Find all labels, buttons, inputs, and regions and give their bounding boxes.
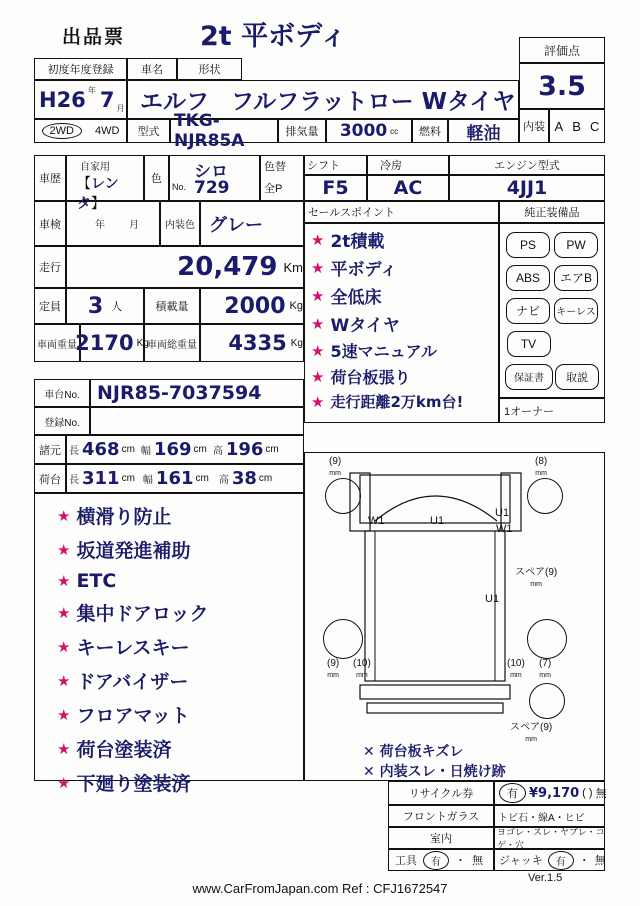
record-no-label: 登録No. [34,407,90,435]
tire-rear-right-outer [527,619,567,659]
score-label-box: 評価点 [519,37,605,63]
color-label: 色 [144,155,169,201]
tools-no[interactable]: 無 [472,855,483,867]
star-icon: ★ [57,573,71,590]
tire-rear-left-outer [323,619,363,659]
chassis-no-value: NJR85-7037594 [90,379,304,407]
shape-label: 形状 [177,58,242,80]
interior-color-label: 内装色 [160,201,200,246]
star-icon: ★ [57,740,71,758]
load-label: 積載量 [144,288,200,324]
headline-handwriting: 2t 平ボディ [200,20,347,52]
label-u1-right: U1 [495,507,510,519]
equipment-list [499,223,605,398]
interior-color-value: グレー [200,201,304,246]
jack-cell: ジャッキ 有 ・ 無 [494,849,605,871]
jack-yes[interactable]: 有 [548,851,574,870]
shift-label: シフト [304,155,367,175]
spare-label-bottom: スペア(9) mm [510,722,553,743]
star-icon: ★ [57,638,71,656]
gross-weight-value: 4335 Kg [200,324,304,362]
features-list: ★ 横滑り防止 ★ 坂道発進補助 ★ ETC ★ 集中ドアロック ★ キーレスキー ★ ドアバイザー ★ フロアマット ★ 荷台塗装済 ★ 下廻り塗装済 [34,493,304,781]
gross-weight-label: 車両総重量 [144,324,200,362]
star-icon: ★ [57,541,71,559]
shift-value: F5 [304,175,367,201]
equipment-tv[interactable]: TV [507,331,551,357]
interior-grade-b[interactable]: B [572,118,581,134]
capacity-value: 3 人 [66,288,144,324]
star-icon: ★ [311,342,325,360]
bed-dimensions-values: 長 311 cm 幅 161 cm 高 38 cm [66,464,304,493]
label-w1-left: W1 [368,515,385,527]
tire-front-right [527,478,563,514]
load-value: 2000 Kg [200,288,304,324]
equipment-ps[interactable]: PS [506,232,550,258]
capacity-label: 定員 [34,288,66,324]
equipment-warranty[interactable]: 保証書 [505,364,553,390]
vehicle-diagram [304,452,605,781]
damage-note-1: ✕ 荷台板キズレ [363,744,464,760]
star-icon: ★ [57,672,71,690]
registration-value: H26 年 7 月 [34,80,127,119]
score-value-box: 3.5 [519,63,605,109]
star-icon: ★ [311,393,325,411]
car-name-label: 車名 [127,58,177,80]
fuel-label: 燃料 [412,119,448,143]
tools-yes[interactable]: 有 [423,851,449,870]
version-label: Ver.1.5 [528,872,563,884]
star-icon: ★ [57,604,71,622]
tire-label-bottom-2: (10) mm [353,658,371,679]
cabin-label: 室内 [388,827,494,849]
color-change-cell: 色替 全P [260,155,304,201]
footer-watermark: www.CarFromJapan.com Ref : CFJ1672547 [192,881,448,896]
tire-label-top-right: (8) mm [535,456,548,477]
tire-label-bottom-4: (7) mm [539,658,552,679]
ac-label: 冷房 [367,155,449,175]
displacement-label: 排気量 [278,119,326,143]
recycle-yes[interactable]: 有 [499,783,526,803]
owner-note: 1オーナー [499,398,605,423]
bed-dimensions-label: 荷台 [34,464,66,493]
star-icon: ★ [57,507,71,525]
history-label: 車歴 [34,155,66,201]
windshield-value: トビ石・線A・ヒビ [494,805,605,827]
equipment-pw[interactable]: PW [554,232,598,258]
label-u1-mid: U1 [485,593,500,605]
recycle-value: 有 ¥9,170 ( ) 無 [494,781,605,805]
mileage-value: 20,479 Km [66,246,304,288]
equipment-navi[interactable]: ナビ [506,298,550,324]
model-code-label: 型式 [127,119,170,143]
tools-label: 工具 有 ・ 無 [388,849,494,871]
vehicle-weight-value: 2170 Kg [80,324,144,362]
equipment-abs[interactable]: ABS [506,265,550,291]
equipment-manual[interactable]: 取説 [555,364,599,390]
star-icon: ★ [311,315,325,333]
star-icon: ★ [311,259,325,277]
inspection-value: 年 月 [66,201,160,246]
star-icon: ★ [311,231,325,249]
model-code-value: TKG-NJR85A [170,119,278,143]
equipment-airbag[interactable]: エアB [554,265,598,291]
interior-grade-c[interactable]: C [590,118,600,134]
damage-note-2: ✕ 内装スレ・日焼け跡 [363,764,506,780]
mileage-label: 走行 [34,246,66,288]
drive-2wd[interactable]: 2WD [42,123,82,139]
tire-label-bottom-1: (9) mm [327,658,340,679]
chassis-no-label: 車台No. [34,379,90,407]
spare-label-right: スペア(9) mm [515,567,558,588]
fuel-value: 軽油 [448,119,519,143]
recycle-label: リサイクル券 [388,781,494,805]
page-title: 出品票 [62,27,126,48]
color-value: シロ No. 729 [169,155,260,201]
equipment-keyless[interactable]: キーレス [554,298,598,324]
spare-tire [529,683,565,719]
engine-model-label: エンジン型式 [449,155,605,175]
record-no-value [90,407,304,435]
vehicle-weight-label: 車両重量 [34,324,80,362]
tire-label-top-left: (9) mm [329,456,342,477]
inspection-label: 車検 [34,201,66,246]
tire-front-left [325,478,361,514]
star-icon: ★ [57,706,71,724]
sales-points-label: セールスポイント [304,201,499,223]
label-u1-top: U1 [430,515,445,527]
car-name-shape-value: エルフ フルフラットロー Wタイヤ [127,80,519,119]
history-value: 自家用 【レンタ】 [66,155,144,201]
drive-type-cell [34,119,127,143]
windshield-label: フロントガラス [388,805,494,827]
engine-model-value: 4JJ1 [449,175,605,201]
drive-4wd[interactable]: 4WD [95,125,120,137]
label-w1-right: W1 [496,523,513,535]
sales-points-list: ★ 2t積載 ★ 平ボディ ★ 全低床 ★ Wタイヤ ★ 5速マニュアル ★ 荷台板張り ★ 走行距離2万km台! [304,223,499,423]
ac-value: AC [367,175,449,201]
displacement-value: 3000 cc [326,119,412,143]
tire-label-bottom-3: (10) mm [507,658,525,679]
star-icon: ★ [311,368,325,386]
star-icon: ★ [57,774,71,792]
dimensions-values: 長 468 cm 幅 169 cm 高 196 cm [66,435,304,464]
interior-grade-a[interactable]: A [554,118,564,134]
jack-no[interactable]: 無 [594,855,606,867]
interior-grade-values [549,109,605,143]
dimensions-label: 諸元 [34,435,66,464]
cabin-value: ヨゴレ・スレ・ヤブレ・コゲ・穴 [494,827,605,849]
equipment-label: 純正装備品 [499,201,605,223]
registration-label: 初度年度登録 [34,58,127,80]
recycle-no[interactable]: 無 [595,788,607,800]
star-icon: ★ [311,287,325,305]
interior-grade-label: 内装 [519,109,549,143]
